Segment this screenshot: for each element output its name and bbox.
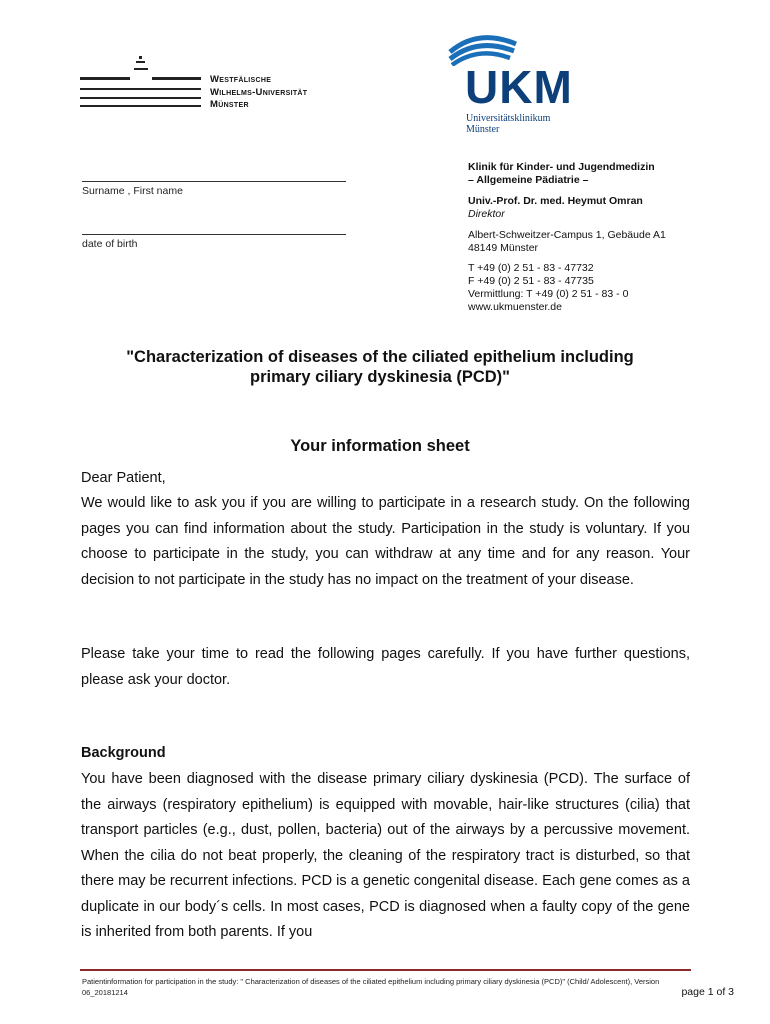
background-paragraph: You have been diagnosed with the disease primary ciliary dyskinesia (PCD). The surface of the airways (respiratory epithelium) is equipped with movable, hair-like structures (cilia) that transport particles (e.g., dust, pollen, bacteria) out of the airways by a percussive movement. When the cilia do not beat properly, the cleaning of the respiratory tract is disturbed, so that there may be recurrent infections. PCD is a genetic congenital disease. Each gene comes as a duplicate in our body´s cells. In most cases, PCD is diagnosed when a faulty copy of the gene is inherited from both parents. If you: [81, 771, 690, 940]
background-heading: Background: [81, 745, 166, 761]
read-carefully-paragraph: Please take your time to read the following pages carefully. If you have further questions, please ask your doctor.: [81, 646, 690, 688]
wwu-emblem-icon: [134, 56, 148, 80]
website-link[interactable]: www.ukmuenster.de: [468, 301, 562, 313]
footer-line1: Patientinformation for participation in the study: " Characterization of diseases of the ciliated epithelium including primary ciliary dyskinesia (PCD)" (Child/ Adolescent), Version: [82, 977, 660, 986]
ukm-wordmark: UKM: [465, 61, 573, 113]
dob-field-label: date of birth: [82, 238, 138, 250]
title-line1: "Characterization of diseases of the ciliated epithelium including: [126, 348, 634, 366]
director-name: Univ.-Prof. Dr. med. Heymut Omran: [468, 195, 643, 207]
ukm-sub2: Münster: [466, 124, 500, 135]
name-field-line[interactable]: [82, 181, 346, 182]
fax: F +49 (0) 2 51 - 83 - 47735: [468, 275, 594, 287]
name-field-label: Surname , First name: [82, 185, 183, 197]
footer-text: [82, 976, 692, 998]
title-line2: primary ciliary dyskinesia (PCD)": [249, 368, 511, 386]
phone: T +49 (0) 2 51 - 83 - 47732: [468, 262, 594, 274]
footer-rule: [80, 969, 691, 971]
clinic-name: Klinik für Kinder- und Jugendmedizin: [468, 161, 655, 173]
department: – Allgemeine Pädiatrie –: [468, 174, 589, 186]
document-title: [60, 347, 700, 387]
ukm-subtitle: [466, 113, 550, 135]
footer-line2: 06_20181214: [82, 988, 128, 997]
greeting: Dear Patient,: [81, 470, 166, 486]
document-subtitle: Your information sheet: [290, 437, 470, 455]
wwu-line3: Münster: [210, 99, 249, 110]
ukm-sub1: Universitätsklinikum: [466, 113, 551, 124]
page-number: page 1 of 3: [681, 986, 734, 998]
street-address: Albert-Schweitzer-Campus 1, Gebäude A1: [468, 229, 666, 241]
wwu-logo-text: [210, 74, 307, 112]
wwu-line1: Westfälische: [210, 74, 272, 85]
city: 48149 Münster: [468, 242, 539, 254]
intro-paragraph: We would like to ask you if you are willing to participate in a research study. On the following pages you can find information about the study. Participation in the study is voluntary. If you choose to participate in the study, you can withdraw at any time and for any reason. Your decision to not participate in the study has no impact on the treatment of your disease.: [81, 495, 690, 588]
switchboard: Vermittlung: T +49 (0) 2 51 - 83 - 0: [468, 288, 629, 300]
dob-field-line[interactable]: [82, 234, 346, 235]
director-role: Direktor: [468, 208, 505, 220]
wwu-line2: Wilhelms-Universität: [210, 86, 308, 98]
